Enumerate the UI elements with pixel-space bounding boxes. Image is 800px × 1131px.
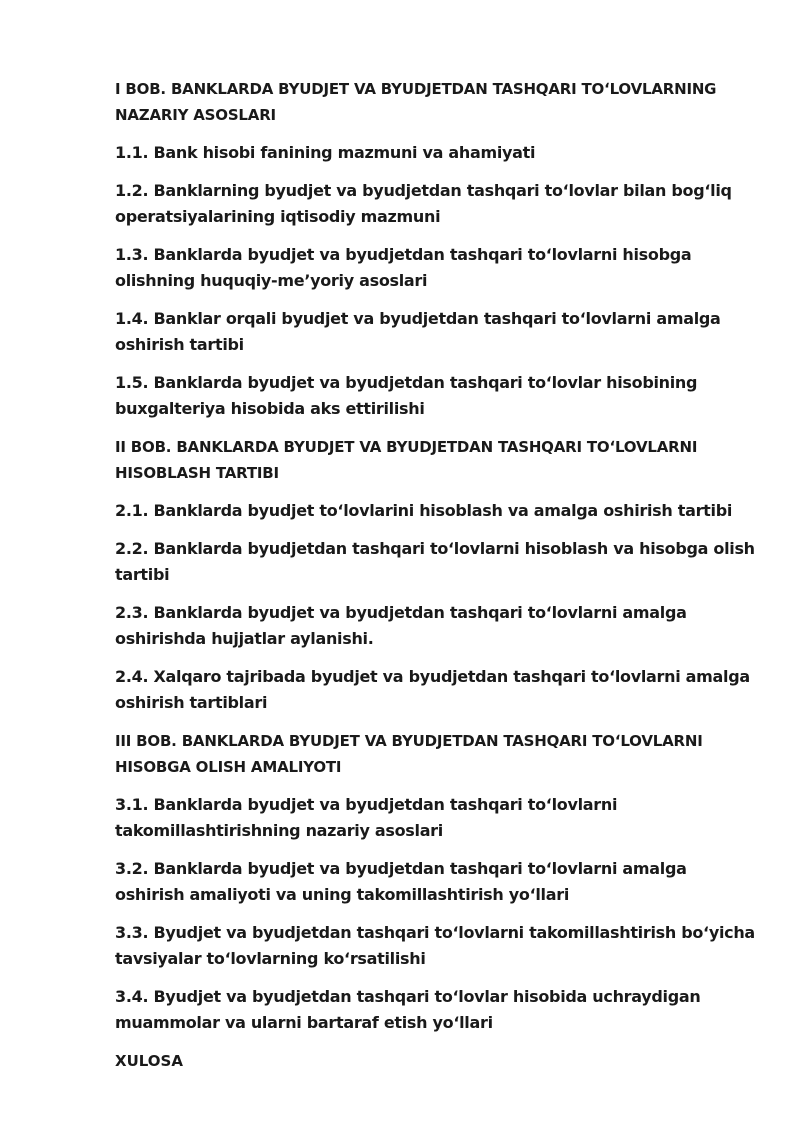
section-3-2: 3.2. Banklarda byudjet va byudjetdan tashqari toʻlovlarni amalga oshirish amaliyoti va uning takomillashtirish yoʻllari (115, 859, 687, 904)
section-1-4: 1.4. Banklar orqali byudjet va byudjetdan tashqari toʻlovlarni amalga oshirish tartibi (115, 309, 721, 354)
section-1-3: 1.3. Banklarda byudjet va byudjetdan tashqari toʻlovlarni hisobga olishning huquqiy-meʼyoriy asoslari (115, 245, 692, 290)
section-2-3: 2.3. Banklarda byudjet va byudjetdan tashqari toʻlovlarni amalga oshirishda hujjatlar aylanishi. (115, 603, 687, 648)
section-3-1: 3.1. Banklarda byudjet va byudjetdan tashqari toʻlovlarni takomillashtirishning nazariy asoslari (115, 795, 618, 840)
section-1-5: 1.5. Banklarda byudjet va byudjetdan tashqari toʻlovlar hisobining buxgalteriya hisobida aks ettirilishi (115, 373, 698, 418)
chapter-1-heading: I BOB. BANKLARDA BYUDJET VA BYUDJETDAN TASHQARI TOʻLOVLARNING NAZARIY ASOSLARI (115, 80, 717, 124)
table-of-contents (115, 76, 755, 1086)
section-3-3: 3.3. Byudjet va byudjetdan tashqari toʻlovlarni takomillashtirish boʻyicha tavsiyalar toʻlovlarning koʻrsatilishi (115, 923, 755, 968)
section-2-1: 2.1. Banklarda byudjet toʻlovlarini hisoblash va amalga oshirish tartibi (115, 501, 733, 520)
conclusion-heading: XULOSA (115, 1052, 183, 1070)
chapter-2-heading: II BOB. BANKLARDA BYUDJET VA BYUDJETDAN TASHQARI TOʻLOVLARNI HISOBLASH TARTIBI (115, 438, 698, 482)
section-2-4: 2.4. Xalqaro tajribada byudjet va byudjetdan tashqari toʻlovlarni amalga oshirish tartiblari (115, 667, 750, 712)
section-1-1: 1.1. Bank hisobi fanining mazmuni va ahamiyati (115, 143, 536, 162)
chapter-3-heading: III BOB. BANKLARDA BYUDJET VA BYUDJETDAN TASHQARI TOʻLOVLARNI HISOBGA OLISH AMALIYOTI (115, 732, 703, 776)
section-3-4: 3.4. Byudjet va byudjetdan tashqari toʻlovlar hisobida uchraydigan muammolar va ularni bartaraf etish yoʻllari (115, 987, 701, 1032)
section-1-2: 1.2. Banklarning byudjet va byudjetdan tashqari toʻlovlar bilan bogʻliq operatsiyalarining iqtisodiy mazmuni (115, 181, 732, 226)
section-2-2: 2.2. Banklarda byudjetdan tashqari toʻlovlarni hisoblash va hisobga olish tartibi (115, 539, 755, 584)
